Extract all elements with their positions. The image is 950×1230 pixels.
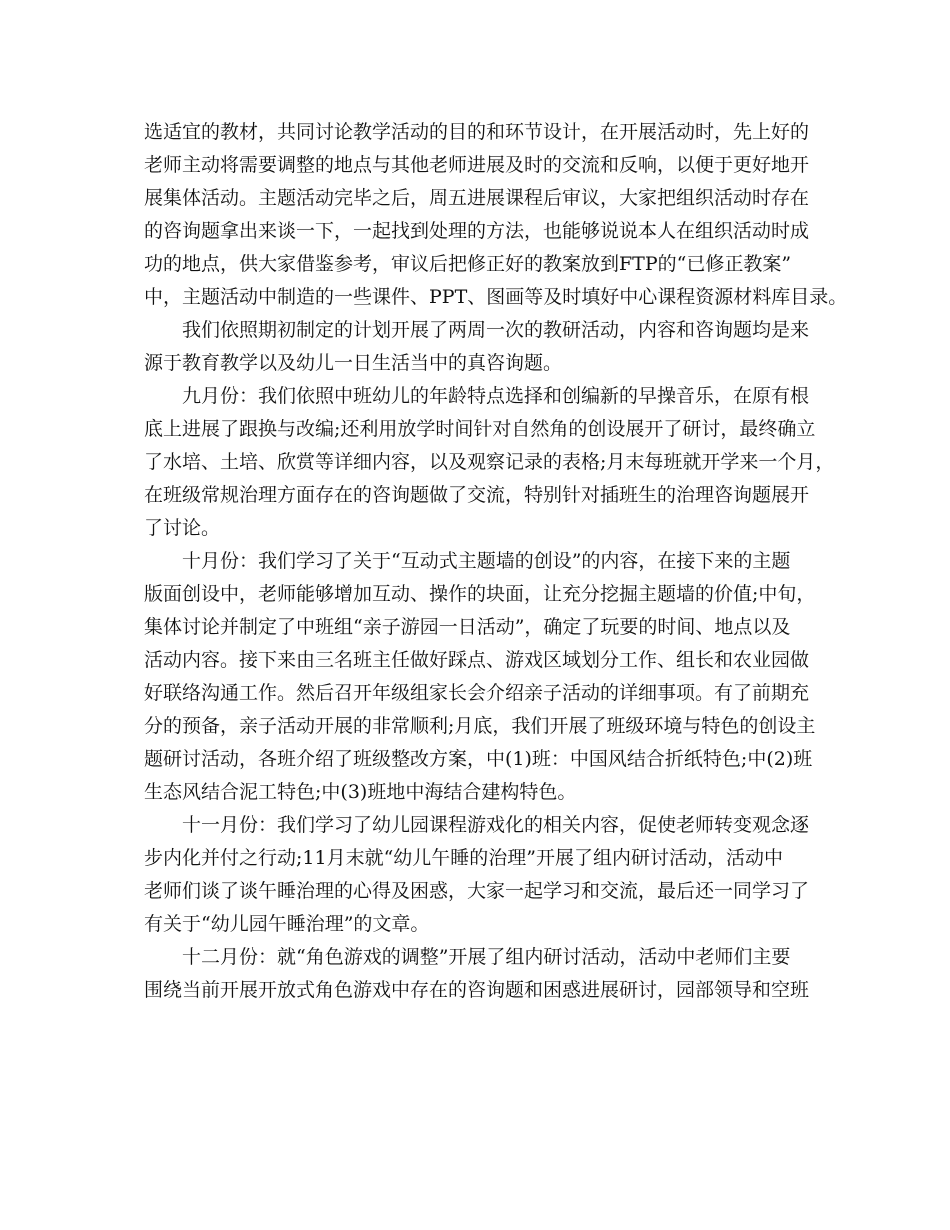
text-line: 了水培、土培、欣赏等详细内容，以及观察记录的表格;月末每班就开学来一个月， bbox=[144, 451, 835, 473]
text-line: 版面创设中，老师能够增加互动、操作的块面，让充分挖掘主题墙的价值;中旬， bbox=[144, 583, 816, 605]
text-line: 我们依照期初制定的计划开展了两周一次的教研活动，内容和咨询题均是来 bbox=[182, 319, 810, 341]
text-line: 集体讨论并制定了中班组“亲子游园一日活动”，确定了玩要的时间、地点以及 bbox=[144, 616, 791, 638]
paragraph-september bbox=[144, 380, 835, 545]
text-line: 底上进展了跟换与改编;还利用放学时间针对自然角的创设展开了研讨，最终确立 bbox=[144, 418, 816, 440]
text-line: 选适宜的教材，共同讨论教学活动的目的和环节设计，在开展活动时，先上好的 bbox=[144, 121, 810, 143]
text-line: 展集体活动。主题活动完毕之后，周五进展课程后审议，大家把组织活动时存在 bbox=[144, 187, 810, 209]
text-line: 好联络沟通工作。然后召开年级组家长会介绍亲子活动的详细事项。有了前期充 bbox=[144, 682, 810, 704]
text-line: 围绕当前开展开放式角色游戏中存在的咨询题和困惑进展研讨，园部领导和空班 bbox=[144, 979, 810, 1001]
text-line: 在班级常规治理方面存在的咨询题做了交流，特别针对插班生的治理咨询题展开 bbox=[144, 484, 810, 506]
text-line: 老师们谈了谈午睡治理的心得及困惑，大家一起学习和交流，最后还一同学习了 bbox=[144, 880, 810, 902]
text-line: 九月份：我们依照中班幼儿的年龄特点选择和创编新的早操音乐，在原有根 bbox=[182, 385, 810, 407]
text-line: 老师主动将需要调整的地点与其他老师进展及时的交流和反响，以便于更好地开 bbox=[144, 154, 810, 176]
text-line: 的咨询题拿出来谈一下，一起找到处理的方法，也能够说说本人在组织活动时成 bbox=[144, 220, 810, 242]
text-line: 生态风结合泥工特色;中(3)班地中海结合建构特色。 bbox=[144, 781, 577, 803]
text-line: 十二月份：就“角色游戏的调整”开展了组内研讨活动，活动中老师们主要 bbox=[182, 946, 791, 968]
paragraph-october bbox=[144, 545, 824, 809]
paragraph-2 bbox=[144, 314, 824, 380]
text-line: 中，主题活动中制造的一些课件、PPT、图画等及时填好中心课程资源材料库目录。 bbox=[144, 286, 848, 308]
text-line: 活动内容。接下来由三名班主任做好踩点、游戏区域划分工作、组长和农业园做 bbox=[144, 649, 810, 671]
text-line: 分的预备，亲子活动开展的非常顺利;月底，我们开展了班级环境与特色的创设主 bbox=[144, 715, 816, 737]
text-line: 功的地点，供大家借鉴参考，审议后把修正好的教案放到FTP的“已修正教案” bbox=[144, 253, 792, 275]
paragraph-december bbox=[144, 941, 824, 1007]
text-line: 十一月份：我们学习了幼儿园课程游戏化的相关内容，促使老师转变观念逐 bbox=[182, 814, 810, 836]
text-line: 题研讨活动，各班介绍了班级整改方案，中(1)班：中国风结合折纸特色;中(2)班 bbox=[144, 748, 813, 770]
paragraph-november bbox=[144, 809, 824, 941]
text-line: 有关于“幼儿园午睡治理”的文章。 bbox=[144, 913, 430, 935]
paragraph-1 bbox=[144, 116, 848, 314]
text-line: 十月份：我们学习了关于“互动式主题墙的创设”的内容，在接下来的主题 bbox=[182, 550, 791, 572]
text-line: 源于教育教学以及幼儿一日生活当中的真咨询题。 bbox=[144, 352, 563, 374]
text-line: 步内化并付之行动;11月末就“幼儿午睡的治理”开展了组内研讨活动，活动中 bbox=[144, 847, 784, 869]
text-line: 了讨论。 bbox=[144, 517, 221, 539]
document-body bbox=[144, 116, 848, 1007]
